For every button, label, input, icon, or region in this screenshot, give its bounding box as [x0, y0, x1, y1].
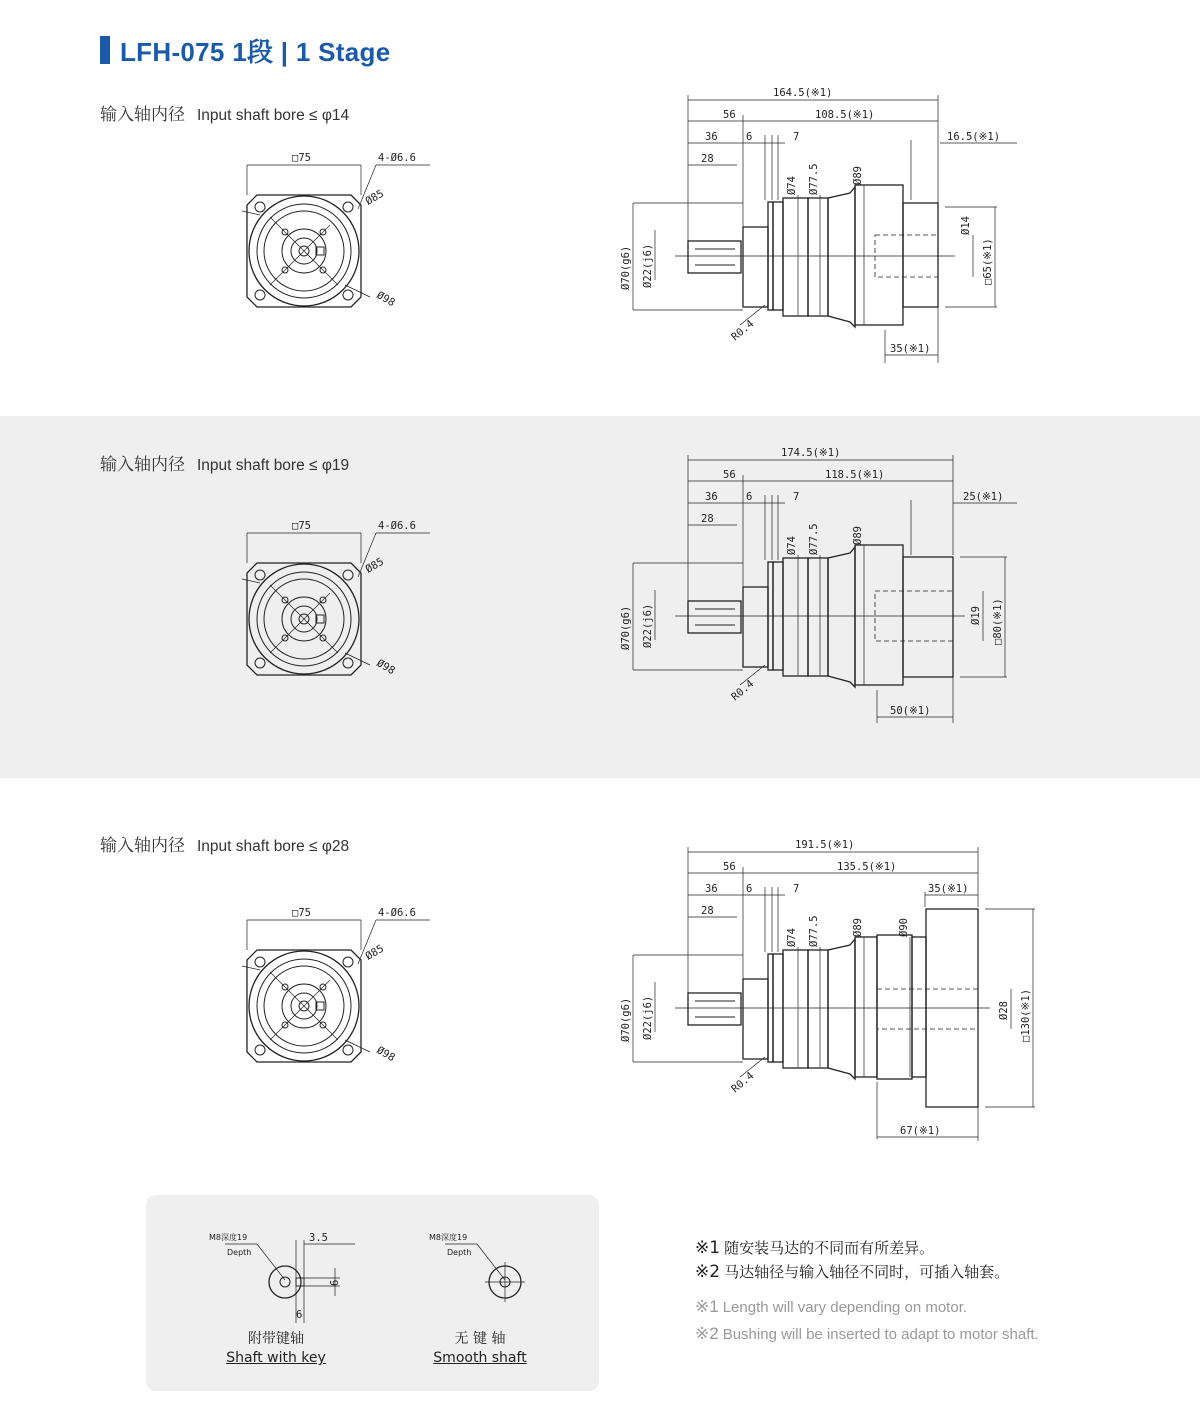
dim-36: 36	[705, 883, 718, 895]
dim-7: 7	[793, 491, 800, 503]
dim-bottom: 35(※1)	[890, 343, 931, 355]
shaft-with-key-cn: 附带键轴	[248, 1331, 304, 1347]
smooth-shaft-cn: 无 键 轴	[454, 1331, 506, 1347]
dim-flange: 56	[723, 469, 736, 481]
dim-d775: Ø77.5	[808, 915, 820, 947]
bore-label-en: Input shaft bore ≤ φ28	[197, 838, 350, 855]
dim-right-top: 35(※1)	[928, 883, 969, 895]
dim-6: 6	[746, 491, 753, 503]
front-view-1	[230, 145, 430, 315]
dim-36: 36	[705, 131, 718, 143]
dim-outer: Ø98	[374, 1044, 397, 1065]
note-mark: ※1	[695, 1297, 719, 1316]
dim-holes: 4-Ø6.6	[378, 907, 416, 919]
dim-outer: Ø98	[374, 657, 397, 678]
dim-outer: Ø98	[374, 289, 397, 310]
depth-label: Depth	[447, 1248, 472, 1257]
dim-pcd: Ø85	[363, 187, 386, 208]
dim-d775: Ø77.5	[808, 523, 820, 555]
note-en-1	[695, 1294, 1039, 1321]
dim-bore: Ø28	[998, 1001, 1010, 1020]
dim-bottom: 50(※1)	[890, 705, 931, 717]
dim-d70: Ø70(g6)	[620, 997, 632, 1042]
dim-pcd: Ø85	[363, 555, 386, 576]
dim-right-top: 25(※1)	[963, 491, 1004, 503]
dim-28: 28	[701, 513, 714, 525]
dim-bore: Ø19	[970, 606, 982, 625]
note-text: 随安装马达的不同而有所差异。	[724, 1239, 935, 1257]
dim-total: 174.5(※1)	[781, 447, 841, 459]
dim-motor: □65(※1)	[982, 238, 994, 285]
front-view-3	[230, 900, 430, 1070]
front-view-2	[230, 513, 430, 683]
bore-label-en: Input shaft bore ≤ φ19	[197, 457, 350, 474]
note-mark: ※2	[695, 1262, 721, 1282]
dim-total: 164.5(※1)	[773, 87, 833, 99]
smooth-shaft-caption	[420, 1330, 540, 1368]
bore-label-cn: 输入轴内径	[100, 105, 185, 125]
dim-holes: 4-Ø6.6	[378, 152, 416, 164]
note-cn-1	[695, 1236, 1039, 1260]
bore-label-2	[100, 450, 349, 475]
dim-bore: Ø14	[960, 216, 972, 235]
dim-d22: Ø22(j6)	[642, 243, 654, 288]
notes	[695, 1236, 1039, 1348]
shaft-with-key-en: Shaft with key	[226, 1350, 326, 1366]
dim-d74: Ø74	[786, 928, 798, 947]
thread-label: M8深度19	[209, 1233, 248, 1242]
note-en-2	[695, 1321, 1039, 1348]
bore-label-3	[100, 831, 349, 856]
dim-36: 36	[705, 491, 718, 503]
dim-d89: Ø89	[852, 526, 864, 545]
shaft-with-key-caption	[216, 1330, 336, 1368]
dim-d89: Ø89	[852, 166, 864, 185]
dim-d22: Ø22(j6)	[642, 995, 654, 1040]
dim-motor: □130(※1)	[1020, 988, 1032, 1042]
thread-label: M8深度19	[429, 1233, 468, 1242]
dim-d74: Ø74	[786, 176, 798, 195]
bore-label-cn: 输入轴内径	[100, 455, 185, 475]
dim-6-vertical: 6	[329, 1279, 341, 1286]
dim-body: 108.5(※1)	[815, 109, 875, 121]
dim-square: □75	[292, 907, 311, 919]
dim-body: 135.5(※1)	[837, 861, 897, 873]
dim-d74: Ø74	[786, 536, 798, 555]
side-view-1	[615, 85, 1035, 370]
dim-holes: 4-Ø6.6	[378, 520, 416, 532]
title-text: LFH-075 1段 | 1 Stage	[120, 36, 391, 67]
dim-d70: Ø70(g6)	[620, 605, 632, 650]
note-text: Length will vary depending on motor.	[722, 1299, 968, 1316]
dim-radius: R0.4	[729, 317, 757, 344]
smooth-shaft-en: Smooth shaft	[433, 1350, 527, 1366]
dim-6: 6	[746, 131, 753, 143]
side-view-3	[615, 837, 1045, 1147]
bore-label-1	[100, 100, 349, 125]
side-view-2	[615, 445, 1035, 730]
dim-radius: R0.4	[729, 1069, 757, 1096]
note-mark: ※1	[695, 1238, 721, 1258]
dim-28: 28	[701, 905, 714, 917]
dim-bottom: 67(※1)	[900, 1125, 941, 1137]
title-accent-bar	[100, 36, 110, 64]
dim-d775: Ø77.5	[808, 163, 820, 195]
note-mark: ※2	[695, 1324, 719, 1343]
shaft-with-key-diagram	[205, 1228, 355, 1323]
note-text: Bushing will be inserted to adapt to motor shaft.	[722, 1326, 1039, 1343]
page-title	[100, 34, 390, 66]
dim-pcd: Ø85	[363, 942, 386, 963]
dim-square: □75	[292, 152, 311, 164]
depth-label: Depth	[227, 1248, 252, 1257]
bore-label-en: Input shaft bore ≤ φ14	[197, 107, 350, 124]
note-cn-2	[695, 1260, 1039, 1284]
note-text: 马达轴径与输入轴径不同时，可插入轴套。	[724, 1263, 1010, 1281]
dim-right-top: 16.5(※1)	[947, 131, 1001, 143]
dim-7: 7	[793, 131, 800, 143]
dim-radius: R0.4	[729, 677, 757, 704]
dim-motor: □80(※1)	[992, 598, 1004, 645]
dim-7: 7	[793, 883, 800, 895]
bore-label-cn: 输入轴内径	[100, 836, 185, 856]
dim-d22: Ø22(j6)	[642, 603, 654, 648]
dim-28: 28	[701, 153, 714, 165]
dim-total: 191.5(※1)	[795, 839, 855, 851]
dim-body: 118.5(※1)	[825, 469, 885, 481]
dim-d70: Ø70(g6)	[620, 245, 632, 290]
dim-flange: 56	[723, 861, 736, 873]
dim-6: 6	[746, 883, 753, 895]
dim-6-horizontal: 6	[296, 1309, 303, 1321]
dim-d89: Ø89	[852, 918, 864, 937]
dim-3-5: 3.5	[309, 1232, 328, 1244]
smooth-shaft-diagram	[425, 1228, 545, 1323]
dim-d90: Ø90	[898, 918, 910, 937]
dim-flange: 56	[723, 109, 736, 121]
dim-square: □75	[292, 520, 311, 532]
